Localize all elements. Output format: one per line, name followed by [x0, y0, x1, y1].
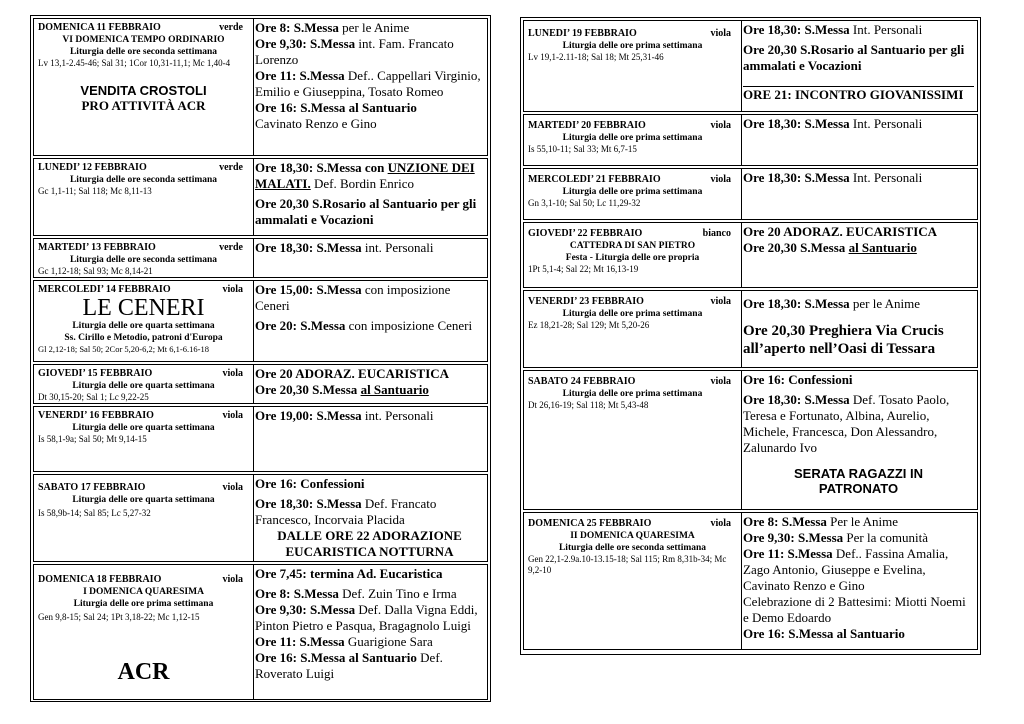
readings: Ez 18,21-28; Sal 129; Mt 5,20-26 — [528, 320, 650, 330]
event: Ore 18,30: S.Messa Int. Personali — [743, 22, 923, 37]
day-info-20 — [524, 115, 742, 165]
day-row-16 — [33, 406, 488, 472]
liturgy-week: Liturgia delle ore prima settimana — [562, 389, 703, 399]
event: Ore 8: S.Messa Def. Zuin Tino e Irma — [255, 586, 457, 601]
day-info-24 — [524, 371, 742, 509]
day-events-23 — [740, 291, 977, 367]
day-row-14 — [33, 280, 488, 362]
liturgy-week: Liturgia delle ore seconda settimana — [69, 175, 218, 185]
liturgical-color: viola — [222, 368, 243, 379]
event: Ore 16: Confessioni — [255, 476, 365, 491]
day-events-12 — [252, 159, 487, 235]
readings: Dt 26,16-19; Sal 118; Mt 5,43-48 — [528, 400, 649, 410]
day-date: DOMENICA 11 FEBBRAIO — [38, 22, 161, 33]
event: Ore 18,30: S.Messa Int. Personali — [743, 170, 923, 185]
readings: Is 58,9b-14; Sal 85; Lc 5,27-32 — [38, 508, 151, 518]
event: Ore 11: S.Messa Guarigione Sara — [255, 634, 433, 649]
event-highlight: ORE 21: INCONTRO GIOVANISSIMI — [743, 86, 974, 103]
day-date: LUNEDI’ 19 FEBBRAIO — [528, 28, 637, 39]
liturgical-color: viola — [710, 120, 731, 131]
liturgy-week: Liturgia delle ore prima settimana — [562, 309, 703, 319]
day-date: MERCOLEDI’ 14 FEBBRAIO — [38, 284, 171, 295]
day-row-11 — [33, 18, 488, 156]
readings: Dt 30,15-20; Sal 1; Lc 9,22-25 — [38, 392, 149, 402]
liturgical-day: VI DOMENICA TEMPO ORDINARIO — [62, 35, 225, 45]
day-row-21 — [523, 168, 978, 220]
banner-acr: ACR — [117, 659, 170, 685]
liturgy-week: Liturgia delle ore prima settimana — [73, 599, 214, 609]
day-events-14 — [252, 281, 487, 361]
event: Ore 16: S.Messa al Santuario Def. Roverato Luigi — [255, 650, 443, 681]
readings: Gen 9,8-15; Sal 24; 1Pt 3,18-22; Mc 1,12-15 — [38, 612, 200, 622]
liturgy-week: Liturgia delle ore seconda settimana — [558, 543, 707, 553]
banner-title: SERATA RAGAZZI IN PATRONATO — [793, 466, 924, 496]
event: Ore 16: Confessioni — [743, 372, 853, 387]
readings: Gc 1,1-11; Sal 118; Mc 8,11-13 — [38, 186, 152, 196]
day-info-13 — [34, 239, 254, 277]
day-events-25 — [740, 513, 977, 649]
day-row-22 — [523, 222, 978, 288]
day-events-18 — [252, 565, 487, 699]
event-note: Celebrazione di 2 Battesimi: Miotti Noemi e Demo Edoardo — [743, 594, 966, 625]
day-date: GIOVEDI’ 22 FEBBRAIO — [528, 228, 643, 239]
day-info-22 — [524, 223, 742, 287]
feast-name: CATTEDRA DI SAN PIETRO — [569, 241, 696, 251]
banner-title: VENDITA CROSTOLI — [80, 83, 207, 98]
readings: Gl 2,12-18; Sal 50; 2Cor 5,20-6,2; Mt 6,1-6.16-18 — [38, 344, 209, 354]
day-info-19 — [524, 21, 742, 111]
day-info-18 — [34, 565, 254, 699]
event: Ore 18,30: S.Messa Int. Personali — [743, 116, 923, 131]
liturgical-color: verde — [219, 162, 243, 173]
event: Ore 18,30: S.Messa per le Anime — [743, 296, 921, 311]
event: Ore 20,30 S.Rosario al Santuario per gli ammalati e Vocazioni — [255, 196, 477, 227]
event: Ore 19,00: S.Messa int. Personali — [255, 408, 434, 423]
liturgy-week: Liturgia delle ore prima settimana — [562, 133, 703, 143]
liturgical-color: viola — [222, 410, 243, 421]
day-date: MARTEDI’ 13 FEBBRAIO — [38, 242, 156, 253]
event: Ore 9,30: S.Messa Def. Dalla Vigna Eddi, Pinton Pietro e Pasqua, Bragagnolo Luigi — [255, 602, 478, 633]
event: Ore 20,30 S.Messa al Santuario — [255, 382, 429, 397]
day-info-23 — [524, 291, 742, 367]
event: Ore 11: S.Messa Def.. Fassina Amalia, Zago Antonio, Giuseppe e Evelina, Cavinato Renzo e Gino — [743, 546, 949, 593]
day-info-17 — [34, 475, 254, 561]
liturgical-color: bianco — [702, 228, 731, 239]
banner-subtitle: PRO ATTIVITÀ ACR — [81, 98, 206, 113]
day-row-19 — [523, 20, 978, 112]
day-info-14 — [34, 281, 254, 361]
day-row-23 — [523, 290, 978, 368]
event: Ore 16: S.Messa al Santuario — [255, 100, 417, 115]
liturgical-color: viola — [710, 518, 731, 529]
event: Ore 20 ADORAZ. EUCARISTICA — [743, 224, 938, 239]
day-info-25 — [524, 513, 742, 649]
event: Ore 7,45: termina Ad. Eucaristica — [255, 566, 443, 581]
liturgy-week: Festa - Liturgia delle ore propria — [565, 253, 700, 263]
day-events-19 — [740, 21, 977, 111]
event: Ore 18,30: S.Messa int. Personali — [255, 240, 434, 255]
liturgy-week: Liturgia delle ore quarta settimana — [72, 321, 215, 331]
right-page — [520, 17, 981, 655]
day-info-15 — [34, 365, 254, 403]
liturgy-week: Liturgia delle ore prima settimana — [562, 41, 703, 51]
readings: Is 55,10-11; Sal 33; Mt 6,7-15 — [528, 144, 637, 154]
day-date: LUNEDI’ 12 FEBBRAIO — [38, 162, 147, 173]
day-date: SABATO 17 FEBBRAIO — [38, 482, 146, 493]
readings: Lv 13,1-2.45-46; Sal 31; 1Cor 10,31-11,1; Mc 1,40-4 — [38, 58, 231, 68]
liturgical-color: verde — [219, 22, 243, 33]
event: Ore 8: S.Messa Per le Anime — [743, 514, 899, 529]
day-events-11 — [252, 19, 487, 155]
liturgical-color: verde — [219, 242, 243, 253]
liturgical-color: viola — [710, 376, 731, 387]
feast-title: LE CENERI — [82, 295, 205, 321]
event-highlight: DALLE ORE 22 ADORAZIONE EUCARISTICA NOTTURNA — [277, 528, 462, 559]
day-info-11 — [34, 19, 254, 155]
readings: Gc 1,12-18; Sal 93; Mc 8,14-21 — [38, 266, 153, 276]
day-date: VENERDI’ 16 FEBBRAIO — [38, 410, 154, 421]
liturgical-color: viola — [222, 482, 243, 493]
event: Ore 18,30: S.Messa Def. Francato Francesco, Incorvaia Placida — [255, 496, 437, 527]
liturgical-color: viola — [710, 296, 731, 307]
event-highlight: Ore 20,30 Preghiera Via Crucis all’aperto nell’Oasi di Tessara — [743, 323, 944, 357]
readings: Lv 19,1-2.11-18; Sal 18; Mt 25,31-46 — [528, 52, 664, 62]
day-row-13 — [33, 238, 488, 278]
left-page — [30, 15, 491, 702]
day-date: MERCOLEDI’ 21 FEBBRAIO — [528, 174, 661, 185]
day-events-24 — [740, 371, 977, 509]
readings: Gn 3,1-10; Sal 50; Lc 11,29-32 — [528, 198, 641, 208]
liturgical-day: II DOMENICA QUARESIMA — [570, 531, 695, 541]
day-date: VENERDI’ 23 FEBBRAIO — [528, 296, 644, 307]
day-events-17 — [252, 475, 487, 561]
event: Ore 18,30: S.Messa con UNZIONE DEI MALATI. Def. Bordin Enrico — [255, 160, 475, 191]
event: Ore 16: S.Messa al Santuario — [743, 626, 905, 641]
event: Ore 8: S.Messa per le Anime — [255, 20, 410, 35]
event-detail: Cavinato Renzo e Gino — [255, 116, 377, 131]
day-date: GIOVEDI’ 15 FEBBRAIO — [38, 368, 153, 379]
event: Ore 15,00: S.Messa con imposizione Ceneri — [255, 282, 451, 313]
day-info-12 — [34, 159, 254, 235]
day-events-21 — [740, 169, 977, 219]
readings: Gen 22,1-2.9a.10-13.15-18; Sal 115; Rm 8,31b-34; Mc 9,2-10 — [528, 554, 727, 575]
day-date: SABATO 24 FEBBRAIO — [528, 376, 636, 387]
liturgical-color: viola — [222, 574, 243, 585]
day-row-18 — [33, 564, 488, 700]
day-events-20 — [740, 115, 977, 165]
day-events-16 — [252, 407, 487, 471]
day-row-24 — [523, 370, 978, 510]
liturgy-week: Liturgia delle ore quarta settimana — [72, 495, 215, 505]
liturgical-day: I DOMENICA QUARESIMA — [83, 587, 204, 597]
event: Ore 9,30: S.Messa int. Fam. Francato Lorenzo — [255, 36, 454, 67]
liturgical-color: viola — [710, 174, 731, 185]
liturgy-week: Liturgia delle ore seconda settimana — [69, 47, 218, 57]
event: Ore 20,30 S.Messa al Santuario — [743, 240, 917, 255]
event: Ore 20 ADORAZ. EUCARISTICA — [255, 366, 450, 381]
event: Ore 20: S.Messa con imposizione Ceneri — [255, 318, 473, 333]
event: Ore 11: S.Messa Def.. Cappellari Virginio, Emilio e Giuseppina, Tosato Romeo — [255, 68, 481, 99]
liturgy-week: Liturgia delle ore quarta settimana — [72, 381, 215, 391]
day-row-12 — [33, 158, 488, 236]
day-date: DOMENICA 25 FEBBRAIO — [528, 518, 652, 529]
day-info-16 — [34, 407, 254, 471]
liturgical-color: viola — [222, 284, 243, 295]
day-info-21 — [524, 169, 742, 219]
day-events-15 — [252, 365, 487, 403]
day-row-17 — [33, 474, 488, 562]
readings: Is 58,1-9a; Sal 50; Mt 9,14-15 — [38, 434, 147, 444]
liturgical-color: viola — [710, 28, 731, 39]
day-events-22 — [740, 223, 977, 287]
readings: 1Pt 5,1-4; Sal 22; Mt 16,13-19 — [528, 264, 639, 274]
event: Ore 18,30: S.Messa Def. Tosato Paolo, Teresa e Fortunato, Albina, Aurelio, Michele, Francesca, Don Alessandro, Zalunardo Ivo — [743, 392, 950, 455]
liturgy-week: Liturgia delle ore quarta settimana — [72, 423, 215, 433]
liturgy-week: Liturgia delle ore seconda settimana — [69, 255, 218, 265]
day-events-13 — [252, 239, 487, 277]
event: Ore 9,30: S.Messa Per la comunità — [743, 530, 928, 545]
day-date: DOMENICA 18 FEBBRAIO — [38, 574, 162, 585]
liturgy-week: Liturgia delle ore prima settimana — [562, 187, 703, 197]
day-date: MARTEDI’ 20 FEBBRAIO — [528, 120, 646, 131]
day-row-15 — [33, 364, 488, 404]
event: Ore 20,30 S.Rosario al Santuario per gli ammalati e Vocazioni — [743, 42, 965, 73]
saints: Ss. Cirillo e Metodio, patroni d'Europa — [64, 333, 223, 343]
day-row-25 — [523, 512, 978, 650]
day-row-20 — [523, 114, 978, 166]
